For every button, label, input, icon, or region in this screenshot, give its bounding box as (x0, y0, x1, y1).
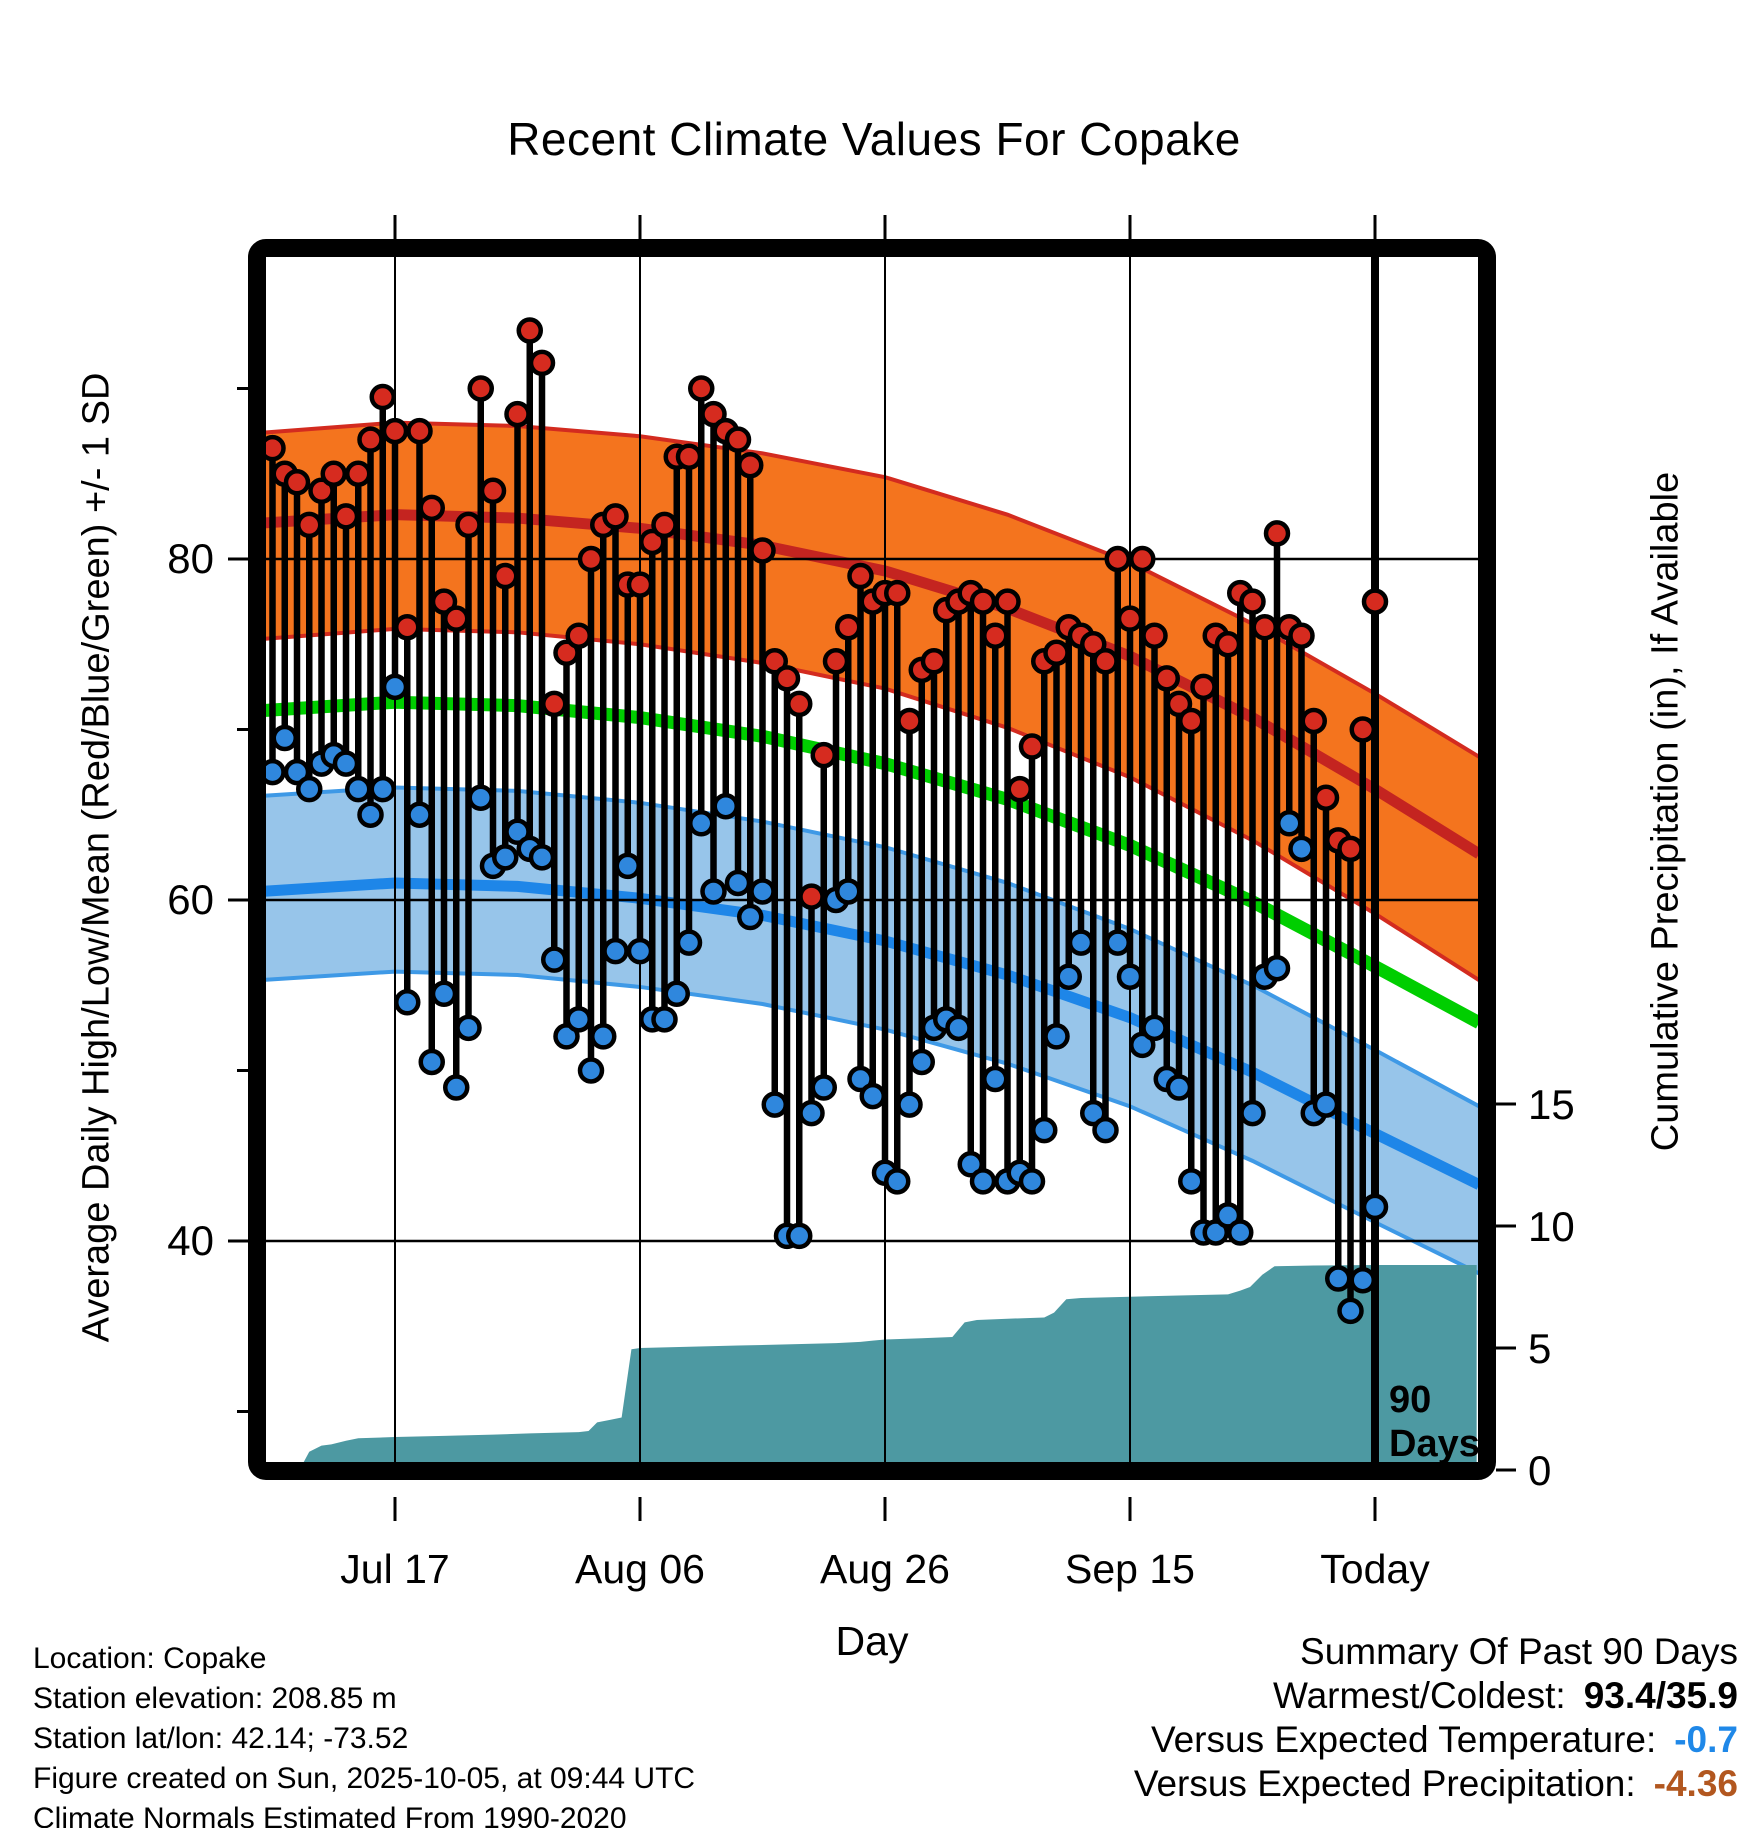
svg-text:15: 15 (1528, 1081, 1575, 1128)
svg-text:90: 90 (1389, 1379, 1432, 1421)
x-axis-title: Day (835, 1618, 909, 1664)
svg-text:10: 10 (1528, 1203, 1575, 1250)
figure-created: Figure created on Sun, 2025-10-05, at 09:44 UTC (33, 1762, 696, 1795)
svg-text:5: 5 (1528, 1325, 1552, 1372)
page-title: Recent Climate Values For Copake (507, 113, 1241, 165)
station-info (33, 1639, 695, 1828)
cumulative-precip-area (266, 1265, 1476, 1472)
svg-text:Aug 06: Aug 06 (575, 1546, 705, 1592)
station-latlon: Station lat/lon: 42.14; -73.52 (33, 1722, 409, 1755)
svg-text:80: 80 (167, 535, 214, 582)
left-axis-title: Average Daily High/Low/Mean (Red/Blue/Green) +/- 1 SD (75, 372, 118, 1343)
svg-text:0: 0 (1528, 1447, 1552, 1494)
summary-row-precip-anomaly (1134, 1762, 1738, 1806)
svg-text:Jul 17: Jul 17 (340, 1546, 450, 1592)
summary-block (1134, 1630, 1738, 1806)
temp-anomaly-value: -0.7 (1674, 1719, 1738, 1760)
station-location: Location: Copake (33, 1642, 267, 1675)
summary-label: Versus Expected Temperature: (1150, 1719, 1657, 1760)
warmest-coldest-value: 93.4/35.9 (1583, 1675, 1738, 1716)
station-elevation: Station elevation: 208.85 m (33, 1682, 397, 1715)
right-axis-title: Cumulative Precipitation (in), If Available (1644, 471, 1687, 1152)
normals-source: Climate Normals Estimated From 1990-2020 (33, 1802, 627, 1828)
summary-label: Warmest/Coldest: (1273, 1675, 1566, 1716)
summary-label: Versus Expected Precipitation: (1133, 1763, 1636, 1804)
svg-text:60: 60 (167, 876, 214, 923)
precip-anomaly-value: -4.36 (1653, 1763, 1738, 1804)
svg-text:Sep 15: Sep 15 (1065, 1546, 1195, 1592)
svg-text:Days: Days (1389, 1423, 1480, 1465)
svg-text:Aug 26: Aug 26 (820, 1546, 950, 1592)
summary-title: Summary Of Past 90 Days (1300, 1631, 1738, 1672)
summary-row-temp-anomaly (1134, 1718, 1738, 1762)
svg-text:40: 40 (167, 1217, 214, 1264)
summary-row-warmest-coldest (1134, 1674, 1738, 1718)
svg-text:Today: Today (1320, 1546, 1430, 1592)
